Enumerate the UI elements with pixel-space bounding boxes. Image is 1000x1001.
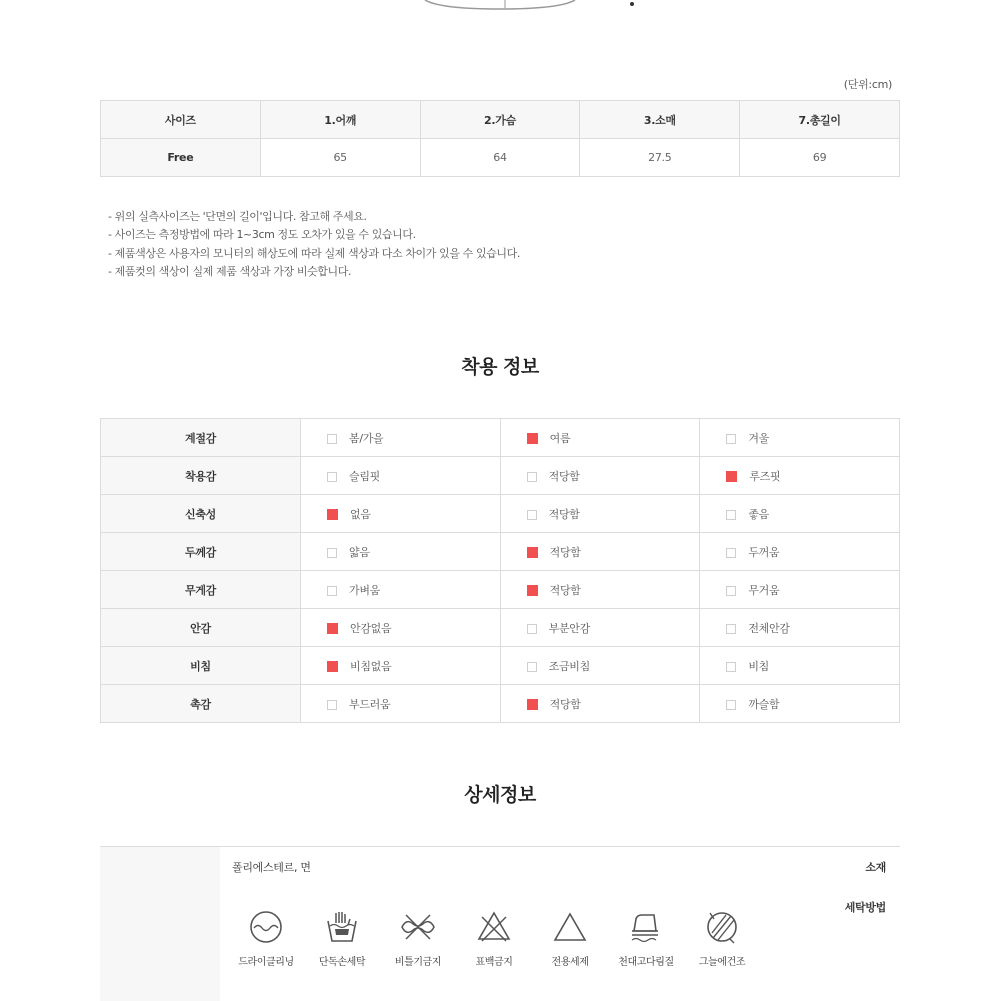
unchecked-box-icon [527,472,537,482]
fit-option [700,609,900,647]
fit-option [700,457,900,495]
checked-box-icon [527,585,538,596]
size-name: Free [101,139,261,177]
fit-option-label: 부드러움 [349,697,391,711]
hand-wash-icon [324,909,360,945]
table-row [101,647,900,685]
fit-option [700,571,900,609]
unchecked-box-icon [726,624,736,634]
fit-option [700,533,900,571]
no-bleach-icon [476,909,512,945]
unchecked-box-icon [726,700,736,710]
header-length: 7.총길이 [740,101,900,139]
note-line: - 사이즈는 측정방법에 따라 1~3cm 정도 오차가 있을 수 있습니다. [108,228,416,242]
header-sleeve: 3.소매 [580,101,740,139]
fit-option [301,533,501,571]
unchecked-box-icon [527,662,537,672]
fit-option-label: 없음 [350,507,371,521]
care-label: 단독손세탁 [318,957,366,968]
fit-option-label: 여름 [549,431,571,445]
neutral-detergent-icon [552,909,588,945]
no-wring-icon [398,909,438,945]
checked-box-icon [327,509,338,520]
fit-option-label: 가벼움 [349,583,380,597]
fit-option [500,685,700,723]
fit-option-label: 조금비침 [548,659,590,673]
unchecked-box-icon [327,586,337,596]
fit-row-label: 계절감 [101,419,301,457]
fit-option [301,419,501,457]
fit-row-label: 촉감 [101,685,301,723]
fit-option [700,647,900,685]
size-table-header [101,101,900,139]
care-item [454,909,534,968]
care-label: 천대고다림질 [618,957,674,968]
care-item [606,909,686,968]
unchecked-box-icon [527,510,537,520]
fit-option-label: 전체안감 [748,621,790,635]
unchecked-box-icon [726,662,736,672]
fit-option [500,419,700,457]
fit-option [301,571,501,609]
fit-option-label: 적당함 [549,697,581,711]
unchecked-box-icon [327,548,337,558]
fit-option [301,495,501,533]
material-value: 폴리에스테르, 면 [232,861,311,874]
fit-option [500,647,700,685]
table-row [101,419,900,457]
chest-value: 64 [420,139,580,177]
care-item [530,909,610,968]
care-label: 비틀기금지 [394,957,442,968]
table-row [101,533,900,571]
fit-row-label: 무게감 [101,571,301,609]
fit-option [301,685,501,723]
size-notes [108,208,520,281]
fit-option-label: 까슬함 [748,697,780,711]
fit-option-label: 적당함 [548,469,580,483]
checked-box-icon [527,547,538,558]
fit-option-label: 적당함 [549,545,581,559]
fit-option-label: 비침없음 [350,659,392,673]
fit-option-label: 비침 [748,659,769,673]
iron-with-cloth-icon [626,909,666,945]
wash-method-label: 세탁방법 [844,901,886,914]
fit-option-label: 얇음 [349,545,370,559]
fit-option-label: 부분안감 [548,621,590,635]
dry-clean-icon [248,909,284,945]
fit-option [301,609,501,647]
shade-dry-icon [704,909,740,945]
fit-option-label: 루즈핏 [749,469,781,483]
shoulder-value: 65 [260,139,420,177]
length-value: 69 [740,139,900,177]
care-item [378,909,458,968]
fit-row-label: 비침 [101,647,301,685]
sleeve-value: 27.5 [580,139,740,177]
fit-option-label: 봄/가을 [349,431,384,445]
table-row [101,609,900,647]
fit-option [301,457,501,495]
checked-box-icon [327,661,338,672]
fit-option-label: 좋음 [748,507,769,521]
checked-box-icon [327,623,338,634]
fit-option [700,495,900,533]
unchecked-box-icon [327,700,337,710]
unit-label: (단위:cm) [843,78,892,91]
note-line: - 제품색상은 사용자의 모니터의 해상도에 따라 실제 색상과 다소 차이가 있을 수 있습니다. [108,246,520,260]
fit-option [500,609,700,647]
fit-row-label: 신축성 [101,495,301,533]
fit-option [700,685,900,723]
table-row [101,495,900,533]
table-row [101,139,900,177]
fit-option-label: 안감없음 [350,621,392,635]
fit-option-label: 겨울 [748,431,769,445]
fit-option [500,495,700,533]
note-line: - 위의 실측사이즈는 '단면의 길이'입니다. 참고해 주세요. [108,210,367,223]
care-label: 표백금지 [475,957,513,968]
fit-option-label: 적당함 [548,507,580,521]
care-label: 드라이클리닝 [238,957,294,968]
fit-option-label: 적당함 [549,583,581,597]
table-row [101,685,900,723]
size-table [100,100,900,177]
unchecked-box-icon [726,586,736,596]
detail-label-column [100,847,220,1001]
fit-row-label: 두께감 [101,533,301,571]
fit-option [500,533,700,571]
checked-box-icon [527,433,538,444]
fit-option [301,647,501,685]
fit-info-title: 착용 정보 [461,356,539,378]
checked-box-icon [726,471,737,482]
unchecked-box-icon [527,624,537,634]
checked-box-icon [527,699,538,710]
unchecked-box-icon [327,434,337,444]
care-label: 전용세제 [551,957,589,968]
fit-option [700,419,900,457]
unchecked-box-icon [726,510,736,520]
unchecked-box-icon [327,472,337,482]
material-label: 소재 [865,861,886,874]
fit-option-label: 무거움 [748,583,780,597]
detail-info-title: 상세정보 [464,784,536,806]
note-line: - 제품컷의 색상이 실제 제품 색상과 가장 비슷합니다. [108,264,352,278]
care-item [302,909,382,968]
garment-illustration-fragment [0,0,1000,20]
care-item [682,909,762,968]
care-item [226,909,306,968]
table-row [101,457,900,495]
detail-info-panel [100,846,900,1001]
header-chest: 2.가슴 [420,101,580,139]
care-label: 그늘에건조 [698,957,746,968]
fit-option-label: 슬림핏 [349,469,380,483]
fit-row-label: 착용감 [101,457,301,495]
fit-row-label: 안감 [101,609,301,647]
fit-option [500,571,700,609]
fit-option-label: 두꺼움 [748,545,780,559]
header-size: 사이즈 [101,101,261,139]
unchecked-box-icon [726,434,736,444]
fit-option [500,457,700,495]
header-shoulder: 1.어깨 [260,101,420,139]
unchecked-box-icon [726,548,736,558]
fit-info-table [100,418,900,723]
table-row [101,571,900,609]
